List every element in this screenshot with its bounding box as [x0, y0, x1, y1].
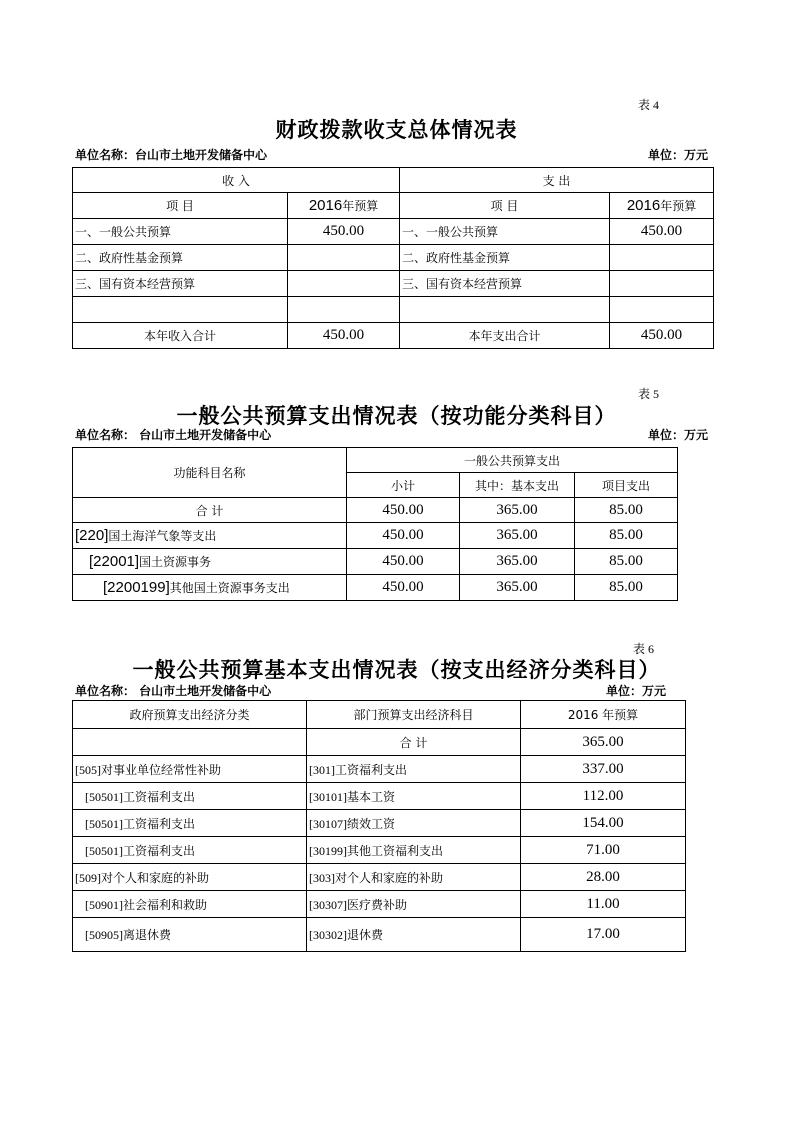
- total-label: 合 计: [73, 498, 347, 523]
- table5-title: 一般公共预算支出情况表（按功能分类科目）: [176, 404, 617, 428]
- table6: [72, 700, 686, 952]
- table-row: [73, 271, 714, 297]
- expense-value: [610, 245, 714, 271]
- table6-unit-name: 单位名称： 台山市土地开发储备中心: [75, 684, 272, 698]
- income-total: 450.00: [288, 323, 400, 349]
- subtotal: 450.00: [347, 523, 460, 549]
- table-row: [73, 523, 678, 549]
- func-name: [22001]国土资源事务: [73, 549, 347, 575]
- income-budget-header: 2016年预算: [288, 193, 400, 219]
- table-row: [73, 756, 686, 783]
- income-name: 二、政府性基金预算: [73, 245, 288, 271]
- total-row: [73, 498, 678, 523]
- table5-unit-name: 单位名称： 台山市土地开发储备中心: [75, 428, 272, 442]
- table-row: [73, 891, 686, 918]
- table4-title: 财政拨款收支总体情况表: [275, 118, 518, 142]
- expense-name: [400, 297, 610, 323]
- expense-name: 三、国有资本经营预算: [400, 271, 610, 297]
- subtotal: 450.00: [347, 549, 460, 575]
- dept-subject: [30107]绩效工资: [307, 810, 521, 837]
- table5: [72, 447, 678, 601]
- table-row: [73, 297, 714, 323]
- general-budget-header: 一般公共预算支出: [347, 448, 678, 473]
- expense-budget-header: 2016年预算: [610, 193, 714, 219]
- gov-class: [50501]工资福利支出: [73, 837, 307, 864]
- total-project: 85.00: [575, 498, 678, 523]
- expense-header: 支 出: [400, 168, 714, 193]
- dept-subject: [303]对个人和家庭的补助: [307, 864, 521, 891]
- budget-value: 28.00: [521, 864, 686, 891]
- income-value: [288, 271, 400, 297]
- budget-value: 112.00: [521, 783, 686, 810]
- gov-class: [50501]工资福利支出: [73, 783, 307, 810]
- table5-tag: 表 5: [638, 387, 660, 401]
- gov-class: [505]对事业单位经常性补助: [73, 756, 307, 783]
- expense-value: 450.00: [610, 219, 714, 245]
- income-value: 450.00: [288, 219, 400, 245]
- empty-cell: [73, 729, 307, 756]
- table4-unit-name: 单位名称：台山市土地开发储备中心: [75, 148, 268, 162]
- dept-subject: [30101]基本工资: [307, 783, 521, 810]
- table6-unit: 单位：万元: [606, 684, 667, 698]
- dept-subject: [30302]退休费: [307, 918, 521, 952]
- income-header: 收 入: [73, 168, 400, 193]
- income-value: [288, 297, 400, 323]
- table6-tag: 表 6: [633, 642, 655, 656]
- gov-class: [50501]工资福利支出: [73, 810, 307, 837]
- table-row: [73, 219, 714, 245]
- dept-subject: [301]工资福利支出: [307, 756, 521, 783]
- expense-value: [610, 271, 714, 297]
- table-row: [73, 549, 678, 575]
- subtotal-header: 小计: [347, 473, 460, 498]
- basic-header: 其中：基本支出: [460, 473, 575, 498]
- total-value: 365.00: [521, 729, 686, 756]
- budget-value: 154.00: [521, 810, 686, 837]
- gov-class: [50901]社会福利和救助: [73, 891, 307, 918]
- budget-value: 71.00: [521, 837, 686, 864]
- dept-subject: [30199]其他工资福利支出: [307, 837, 521, 864]
- table-row: [73, 783, 686, 810]
- func-name-header: 功能科目名称: [73, 448, 347, 498]
- income-name: [73, 297, 288, 323]
- income-item-header: 项 目: [73, 193, 288, 219]
- total-row: [73, 323, 714, 349]
- total-label: 合 计: [307, 729, 521, 756]
- income-value: [288, 245, 400, 271]
- func-name: [220]国土海洋气象等支出: [73, 523, 347, 549]
- total-row: [73, 729, 686, 756]
- basic: 365.00: [460, 575, 575, 601]
- income-total-label: 本年收入合计: [73, 323, 288, 349]
- income-name: 一、一般公共预算: [73, 219, 288, 245]
- budget-header: 2016 年预算: [521, 701, 686, 729]
- gov-class: [509]对个人和家庭的补助: [73, 864, 307, 891]
- table-row: [73, 864, 686, 891]
- expense-total-label: 本年支出合计: [400, 323, 610, 349]
- gov-class-header: 政府预算支出经济分类: [73, 701, 307, 729]
- table4-tag: 表 4: [638, 98, 660, 112]
- project: 85.00: [575, 575, 678, 601]
- table-row: [73, 837, 686, 864]
- income-name: 三、国有资本经营预算: [73, 271, 288, 297]
- project: 85.00: [575, 549, 678, 575]
- project-header: 项目支出: [575, 473, 678, 498]
- basic: 365.00: [460, 549, 575, 575]
- budget-value: 337.00: [521, 756, 686, 783]
- gov-class: [50905]离退休费: [73, 918, 307, 952]
- table-row: [73, 810, 686, 837]
- expense-value: [610, 297, 714, 323]
- dept-subject-header: 部门预算支出经济科目: [307, 701, 521, 729]
- table-row: [73, 575, 678, 601]
- func-name: [2200199]其他国土资源事务支出: [73, 575, 347, 601]
- subtotal: 450.00: [347, 575, 460, 601]
- project: 85.00: [575, 523, 678, 549]
- table-row: [73, 245, 714, 271]
- total-basic: 365.00: [460, 498, 575, 523]
- budget-value: 17.00: [521, 918, 686, 952]
- table5-unit: 单位：万元: [648, 428, 709, 442]
- basic: 365.00: [460, 523, 575, 549]
- expense-item-header: 项 目: [400, 193, 610, 219]
- expense-name: 二、政府性基金预算: [400, 245, 610, 271]
- total-subtotal: 450.00: [347, 498, 460, 523]
- table4: [72, 167, 714, 349]
- expense-name: 一、一般公共预算: [400, 219, 610, 245]
- dept-subject: [30307]医疗费补助: [307, 891, 521, 918]
- expense-total: 450.00: [610, 323, 714, 349]
- table-row: [73, 918, 686, 952]
- table4-unit: 单位：万元: [648, 148, 709, 162]
- budget-value: 11.00: [521, 891, 686, 918]
- table6-title: 一般公共预算基本支出情况表（按支出经济分类科目）: [132, 658, 661, 682]
